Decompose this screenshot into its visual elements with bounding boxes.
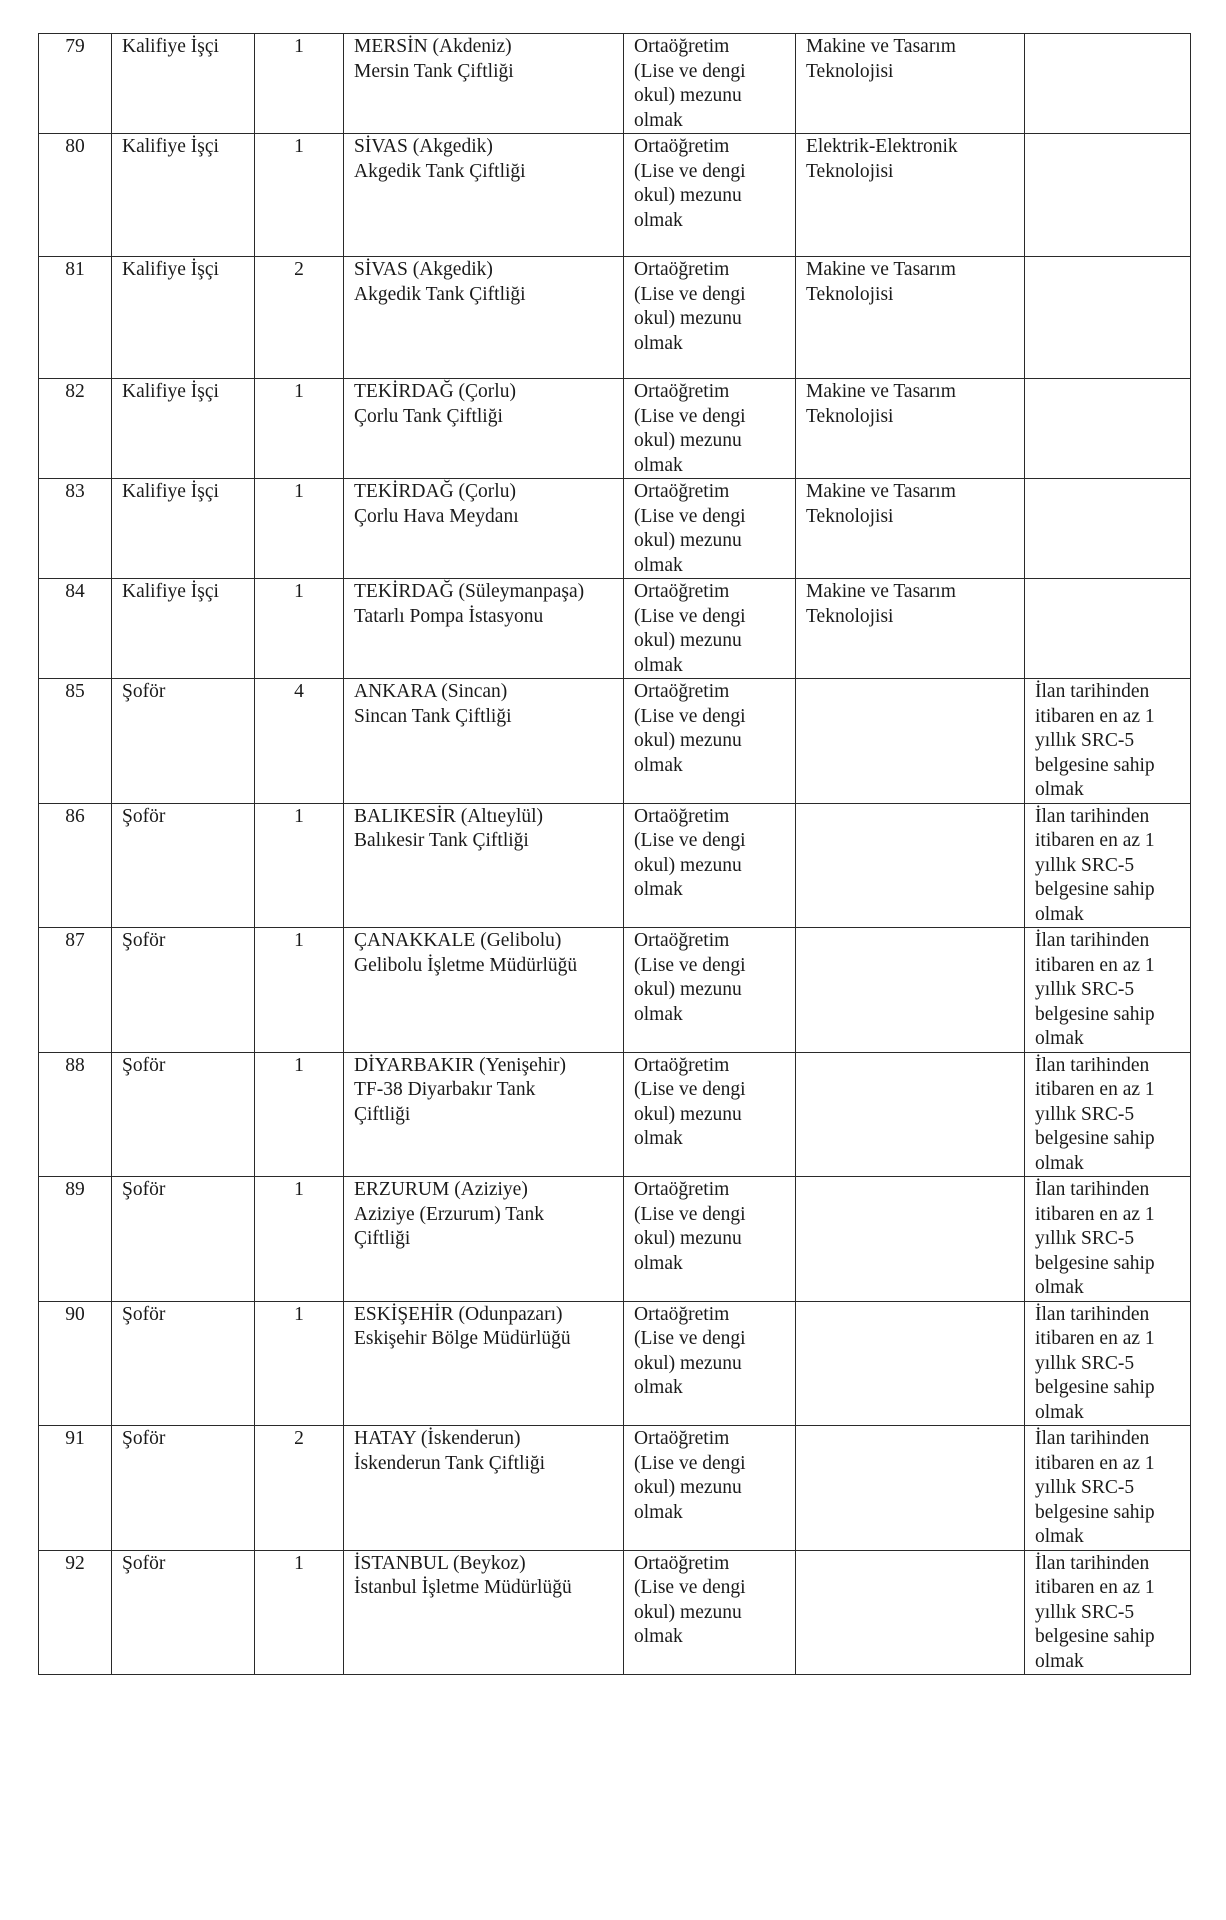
requirement-line: İlan tarihinden <box>1035 1552 1150 1574</box>
department-line: Teknolojisi <box>806 405 894 427</box>
department-cell <box>796 134 1025 257</box>
requirement-line: yıllık SRC-5 <box>1035 1601 1135 1623</box>
education-line: (Lise ve dengi <box>634 405 746 427</box>
education-line: (Lise ve dengi <box>634 160 746 182</box>
location-line: ERZURUM (Aziziye) <box>354 1179 528 1200</box>
education-line: Ortaöğretim <box>634 1054 730 1076</box>
education-line: (Lise ve dengi <box>634 1203 746 1225</box>
table-row <box>39 257 1191 379</box>
requirement-line: yıllık SRC-5 <box>1035 1352 1135 1374</box>
position-title: Şoför <box>112 1426 255 1551</box>
requirement-line: olmak <box>1035 1277 1084 1298</box>
education-line: (Lise ve dengi <box>634 283 746 305</box>
department-cell <box>796 1052 1025 1177</box>
requirement-line: belgesine sahip <box>1035 1128 1155 1149</box>
education-line: okul) mezunu <box>634 854 742 876</box>
requirement-line: belgesine sahip <box>1035 1626 1155 1647</box>
education-cell <box>624 1177 796 1302</box>
requirement-line: belgesine sahip <box>1035 754 1155 776</box>
location-cell <box>344 379 624 479</box>
position-title: Şoför <box>112 679 255 804</box>
requirement-cell <box>1025 34 1191 134</box>
position-title: Kalifiye İşçi <box>112 379 255 479</box>
requirement-line: itibaren en az 1 <box>1035 830 1155 851</box>
education-line: okul) mezunu <box>634 1228 742 1249</box>
education-line: (Lise ve dengi <box>634 830 746 851</box>
requirement-line: belgesine sahip <box>1035 1501 1155 1523</box>
location-line: Mersin Tank Çiftliği <box>354 60 514 82</box>
education-line: okul) mezunu <box>634 1352 742 1374</box>
department-cell <box>796 379 1025 479</box>
location-cell <box>344 34 624 134</box>
department-cell <box>796 803 1025 928</box>
row-number: 81 <box>39 257 112 379</box>
education-line: (Lise ve dengi <box>634 60 746 82</box>
education-line: Ortaöğretim <box>634 930 730 951</box>
table-row <box>39 379 1191 479</box>
education-line: okul) mezunu <box>634 630 742 651</box>
education-cell <box>624 803 796 928</box>
education-line: Ortaöğretim <box>634 1428 730 1449</box>
requirement-line: yıllık SRC-5 <box>1035 1477 1135 1498</box>
education-line: okul) mezunu <box>634 530 742 551</box>
requirement-line: itibaren en az 1 <box>1035 1328 1155 1349</box>
position-title: Şoför <box>112 1550 255 1675</box>
requirement-cell <box>1025 803 1191 928</box>
requirement-cell <box>1025 1550 1191 1675</box>
education-line: olmak <box>634 1252 683 1274</box>
department-cell <box>796 34 1025 134</box>
requirement-line: yıllık SRC-5 <box>1035 979 1135 1000</box>
education-cell <box>624 1052 796 1177</box>
requirement-line: olmak <box>1035 779 1084 800</box>
department-line: Teknolojisi <box>806 283 894 305</box>
position-title: Kalifiye İşçi <box>112 34 255 134</box>
requirement-line: itibaren en az 1 <box>1035 954 1155 976</box>
education-line: okul) mezunu <box>634 1601 742 1623</box>
requirement-cell <box>1025 479 1191 579</box>
location-line: TEKİRDAĞ (Çorlu) <box>354 381 516 402</box>
education-line: (Lise ve dengi <box>634 1079 746 1100</box>
row-number: 90 <box>39 1301 112 1426</box>
position-count: 1 <box>255 479 344 579</box>
education-line: olmak <box>634 332 683 354</box>
position-title: Kalifiye İşçi <box>112 257 255 379</box>
education-cell <box>624 579 796 679</box>
requirement-cell <box>1025 1052 1191 1177</box>
row-number: 87 <box>39 928 112 1053</box>
education-line: Ortaöğretim <box>634 1179 730 1200</box>
education-cell <box>624 257 796 379</box>
location-line: Gelibolu İşletme Müdürlüğü <box>354 954 578 976</box>
location-cell <box>344 479 624 579</box>
department-cell <box>796 679 1025 804</box>
requirement-line: olmak <box>1035 903 1084 925</box>
education-cell <box>624 1426 796 1551</box>
location-cell <box>344 1550 624 1675</box>
table-row <box>39 134 1191 257</box>
row-number: 82 <box>39 379 112 479</box>
requirement-cell <box>1025 257 1191 379</box>
location-line: BALIKESİR (Altıeylül) <box>354 805 544 827</box>
requirement-cell <box>1025 379 1191 479</box>
location-line: Çorlu Tank Çiftliği <box>354 405 503 427</box>
requirement-line: İlan tarihinden <box>1035 1179 1150 1200</box>
row-number: 86 <box>39 803 112 928</box>
requirement-line: İlan tarihinden <box>1035 930 1150 951</box>
location-line: SİVAS (Akgedik) <box>354 259 493 280</box>
table-row <box>39 928 1191 1053</box>
requirement-cell <box>1025 579 1191 679</box>
education-line: olmak <box>634 1128 683 1149</box>
education-line: olmak <box>634 454 683 476</box>
education-line: okul) mezunu <box>634 308 742 329</box>
location-line: ANKARA (Sincan) <box>354 681 508 702</box>
location-line: Çiftliği <box>354 1103 411 1125</box>
row-number: 80 <box>39 134 112 257</box>
location-line: Aziziye (Erzurum) Tank <box>354 1203 544 1225</box>
education-line: (Lise ve dengi <box>634 954 746 976</box>
location-line: HATAY (İskenderun) <box>354 1428 521 1449</box>
education-cell <box>624 134 796 257</box>
education-line: okul) mezunu <box>634 730 742 751</box>
education-line: olmak <box>634 554 683 576</box>
table-row <box>39 34 1191 134</box>
education-line: olmak <box>634 1626 683 1647</box>
requirement-line: yıllık SRC-5 <box>1035 1103 1135 1125</box>
requirement-line: olmak <box>1035 1028 1084 1049</box>
location-line: Balıkesir Tank Çiftliği <box>354 830 529 851</box>
education-line: Ortaöğretim <box>634 136 730 157</box>
requirement-line: itibaren en az 1 <box>1035 1577 1155 1598</box>
education-line: okul) mezunu <box>634 1477 742 1498</box>
education-line: olmak <box>634 754 683 776</box>
department-cell <box>796 257 1025 379</box>
job-listing-table <box>38 33 1191 1675</box>
education-line: (Lise ve dengi <box>634 705 746 727</box>
table-row <box>39 1426 1191 1551</box>
requirement-line: itibaren en az 1 <box>1035 1203 1155 1225</box>
position-count: 1 <box>255 34 344 134</box>
requirement-cell <box>1025 1426 1191 1551</box>
education-line: Ortaöğretim <box>634 36 730 57</box>
position-count: 1 <box>255 379 344 479</box>
education-line: Ortaöğretim <box>634 681 730 702</box>
requirement-line: olmak <box>1035 1526 1084 1547</box>
requirement-cell <box>1025 928 1191 1053</box>
table-row <box>39 579 1191 679</box>
requirement-line: olmak <box>1035 1401 1084 1423</box>
department-line: Makine ve Tasarım <box>806 481 956 502</box>
requirement-cell <box>1025 679 1191 804</box>
education-line: okul) mezunu <box>634 85 742 106</box>
table-row <box>39 479 1191 579</box>
education-line: Ortaöğretim <box>634 805 730 827</box>
education-line: (Lise ve dengi <box>634 1452 746 1474</box>
education-line: Ortaöğretim <box>634 381 730 402</box>
location-line: Eskişehir Bölge Müdürlüğü <box>354 1328 571 1349</box>
location-line: Çorlu Hava Meydanı <box>354 505 519 527</box>
requirement-line: İlan tarihinden <box>1035 1303 1150 1325</box>
table-row <box>39 1177 1191 1302</box>
requirement-line: belgesine sahip <box>1035 1377 1155 1398</box>
education-line: olmak <box>634 654 683 676</box>
education-cell <box>624 379 796 479</box>
table-row <box>39 803 1191 928</box>
education-line: (Lise ve dengi <box>634 505 746 527</box>
education-line: Ortaöğretim <box>634 259 730 280</box>
department-cell <box>796 479 1025 579</box>
location-cell <box>344 257 624 379</box>
position-count: 2 <box>255 1426 344 1551</box>
department-cell <box>796 1301 1025 1426</box>
education-cell <box>624 479 796 579</box>
requirement-line: yıllık SRC-5 <box>1035 854 1135 876</box>
position-count: 2 <box>255 257 344 379</box>
department-line: Teknolojisi <box>806 605 894 627</box>
position-count: 1 <box>255 803 344 928</box>
requirement-line: itibaren en az 1 <box>1035 1079 1155 1100</box>
position-count: 4 <box>255 679 344 804</box>
location-line: Sincan Tank Çiftliği <box>354 705 512 727</box>
education-line: Ortaöğretim <box>634 1552 730 1574</box>
position-title: Şoför <box>112 1301 255 1426</box>
position-count: 1 <box>255 1177 344 1302</box>
education-cell <box>624 1550 796 1675</box>
department-cell <box>796 579 1025 679</box>
department-line: Makine ve Tasarım <box>806 581 956 602</box>
requirement-line: belgesine sahip <box>1035 1003 1155 1025</box>
location-cell <box>344 1177 624 1302</box>
position-count: 1 <box>255 928 344 1053</box>
requirement-line: İlan tarihinden <box>1035 805 1150 827</box>
requirement-line: olmak <box>1035 1152 1084 1174</box>
location-line: ÇANAKKALE (Gelibolu) <box>354 930 562 951</box>
education-cell <box>624 679 796 804</box>
row-number: 92 <box>39 1550 112 1675</box>
requirement-line: belgesine sahip <box>1035 879 1155 900</box>
table-body <box>39 34 1191 1675</box>
education-line: okul) mezunu <box>634 185 742 206</box>
department-cell <box>796 1177 1025 1302</box>
position-title: Kalifiye İşçi <box>112 579 255 679</box>
location-line: ESKİŞEHİR (Odunpazarı) <box>354 1303 563 1325</box>
row-number: 89 <box>39 1177 112 1302</box>
location-cell <box>344 1052 624 1177</box>
row-number: 83 <box>39 479 112 579</box>
position-count: 1 <box>255 579 344 679</box>
location-line: TEKİRDAĞ (Çorlu) <box>354 481 516 502</box>
location-line: İskenderun Tank Çiftliği <box>354 1452 546 1474</box>
education-line: okul) mezunu <box>634 979 742 1000</box>
requirement-line: yıllık SRC-5 <box>1035 730 1135 751</box>
location-line: Akgedik Tank Çiftliği <box>354 160 526 182</box>
education-line: (Lise ve dengi <box>634 1328 746 1349</box>
education-line: olmak <box>634 1003 683 1025</box>
location-line: Çiftliği <box>354 1228 411 1249</box>
department-line: Makine ve Tasarım <box>806 259 956 280</box>
location-cell <box>344 1426 624 1551</box>
position-title: Kalifiye İşçi <box>112 479 255 579</box>
row-number: 88 <box>39 1052 112 1177</box>
position-title: Şoför <box>112 1052 255 1177</box>
requirement-line: olmak <box>1035 1650 1084 1672</box>
location-cell <box>344 803 624 928</box>
location-line: İSTANBUL (Beykoz) <box>354 1552 526 1574</box>
location-cell <box>344 134 624 257</box>
location-line: Akgedik Tank Çiftliği <box>354 283 526 305</box>
education-line: okul) mezunu <box>634 430 742 451</box>
department-line: Makine ve Tasarım <box>806 381 956 402</box>
requirement-line: itibaren en az 1 <box>1035 705 1155 727</box>
location-line: Tatarlı Pompa İstasyonu <box>354 605 544 627</box>
requirement-line: İlan tarihinden <box>1035 681 1150 702</box>
requirement-line: yıllık SRC-5 <box>1035 1228 1135 1249</box>
education-cell <box>624 34 796 134</box>
education-line: olmak <box>634 1377 683 1398</box>
requirement-line: İlan tarihinden <box>1035 1428 1150 1449</box>
requirement-line: belgesine sahip <box>1035 1252 1155 1274</box>
requirement-line: itibaren en az 1 <box>1035 1452 1155 1474</box>
education-cell <box>624 1301 796 1426</box>
position-count: 1 <box>255 1550 344 1675</box>
location-line: DİYARBAKIR (Yenişehir) <box>354 1054 566 1076</box>
department-line: Teknolojisi <box>806 60 894 82</box>
position-title: Şoför <box>112 803 255 928</box>
position-count: 1 <box>255 1052 344 1177</box>
education-line: Ortaöğretim <box>634 581 730 602</box>
requirement-line: İlan tarihinden <box>1035 1054 1150 1076</box>
education-line: olmak <box>634 879 683 900</box>
table-row <box>39 679 1191 804</box>
table-row <box>39 1052 1191 1177</box>
education-line: (Lise ve dengi <box>634 605 746 627</box>
education-line: olmak <box>634 209 683 231</box>
department-cell <box>796 1550 1025 1675</box>
requirement-cell <box>1025 1177 1191 1302</box>
location-line: MERSİN (Akdeniz) <box>354 36 512 57</box>
department-line: Teknolojisi <box>806 160 894 182</box>
position-count: 1 <box>255 1301 344 1426</box>
row-number: 91 <box>39 1426 112 1551</box>
requirement-cell <box>1025 134 1191 257</box>
location-line: TEKİRDAĞ (Süleymanpaşa) <box>354 581 585 602</box>
position-title: Şoför <box>112 1177 255 1302</box>
location-line: İstanbul İşletme Müdürlüğü <box>354 1577 572 1598</box>
education-line: Ortaöğretim <box>634 481 730 502</box>
education-line: Ortaöğretim <box>634 1303 730 1325</box>
row-number: 84 <box>39 579 112 679</box>
department-cell <box>796 928 1025 1053</box>
position-count: 1 <box>255 134 344 257</box>
location-cell <box>344 679 624 804</box>
education-cell <box>624 928 796 1053</box>
department-line: Teknolojisi <box>806 505 894 527</box>
requirement-cell <box>1025 1301 1191 1426</box>
location-cell <box>344 579 624 679</box>
location-cell <box>344 928 624 1053</box>
department-line: Makine ve Tasarım <box>806 36 956 57</box>
education-line: (Lise ve dengi <box>634 1577 746 1598</box>
location-line: TF-38 Diyarbakır Tank <box>354 1079 536 1100</box>
row-number: 79 <box>39 34 112 134</box>
position-title: Şoför <box>112 928 255 1053</box>
table-row <box>39 1301 1191 1426</box>
education-line: olmak <box>634 109 683 131</box>
location-cell <box>344 1301 624 1426</box>
table-row <box>39 1550 1191 1675</box>
education-line: olmak <box>634 1501 683 1523</box>
position-title: Kalifiye İşçi <box>112 134 255 257</box>
row-number: 85 <box>39 679 112 804</box>
department-line: Elektrik-Elektronik <box>806 136 958 157</box>
department-cell <box>796 1426 1025 1551</box>
education-line: okul) mezunu <box>634 1103 742 1125</box>
location-line: SİVAS (Akgedik) <box>354 136 493 157</box>
